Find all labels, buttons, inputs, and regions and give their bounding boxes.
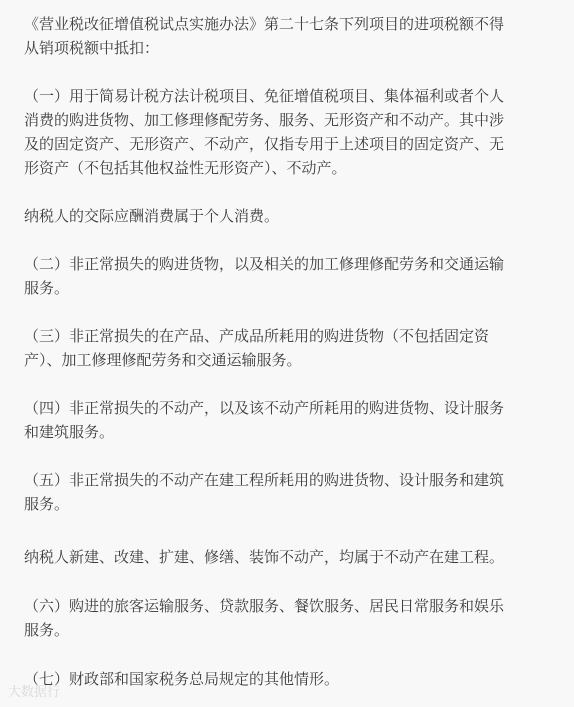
paragraph-item-6 (24, 594, 504, 642)
paragraph-item-3 (24, 324, 489, 372)
paragraph-note-construction (24, 545, 504, 569)
text-line: 形资产（不包括其他权益性无形资产）、不动产。 (24, 159, 347, 177)
text-line: （四）非正常损失的不动产，以及该不动产所耗用的购进货物、设计服务 (24, 399, 505, 417)
text-line: （一）用于简易计税方法计税项目、免征增值税项目、集体福利或者个人 (24, 87, 505, 105)
paragraph-intro (24, 12, 504, 60)
text-line: 和建筑服务。 (24, 423, 115, 441)
text-line: 产）、加工修理修配劳务和交通运输服务。 (24, 351, 302, 369)
paragraph-item-4 (24, 396, 504, 444)
watermark (8, 684, 60, 702)
text-line: 服务。 (24, 621, 70, 639)
text-line: （七）财政部和国家税务总局规定的其他情形。 (24, 670, 340, 688)
text-line: 消费的购进货物、加工修理修配劳务、服务、无形资产和不动产。其中涉 (24, 111, 505, 129)
text-line: 《营业税改征增值税试点实施办法》第二十七条下列项目的进项税额不得 (24, 15, 505, 33)
text-line: （二）非正常损失的购进货物，以及相关的加工修理修配劳务和交通运输 (24, 255, 505, 273)
text-line: 从销项税额中抵扣： (24, 39, 160, 57)
text-line: （五）非正常损失的不动产在建工程所耗用的购进货物、设计服务和建筑 (24, 471, 505, 489)
paragraph-item-2 (24, 252, 504, 300)
text-line: 纳税人的交际应酬消费属于个人消费。 (24, 207, 280, 225)
paragraph-note-entertainment (24, 204, 279, 228)
text-line: 服务。 (24, 495, 70, 513)
text-line: 服务。 (24, 279, 70, 297)
watermark-text: 大数据行 (8, 685, 61, 700)
paragraph-item-5 (24, 468, 504, 516)
text-line: （六）购进的旅客运输服务、贷款服务、餐饮服务、居民日常服务和娱乐 (24, 597, 505, 615)
text-line: 及的固定资产、无形资产、不动产，仅指专用于上述项目的固定资产、无 (24, 135, 505, 153)
text-line: 纳税人新建、改建、扩建、修缮、装饰不动产，均属于不动产在建工程。 (24, 548, 505, 566)
text-line: （三）非正常损失的在产品、产成品所耗用的购进货物（不包括固定资 (24, 327, 490, 345)
paragraph-item-7 (24, 667, 339, 691)
paragraph-item-1 (24, 84, 504, 180)
